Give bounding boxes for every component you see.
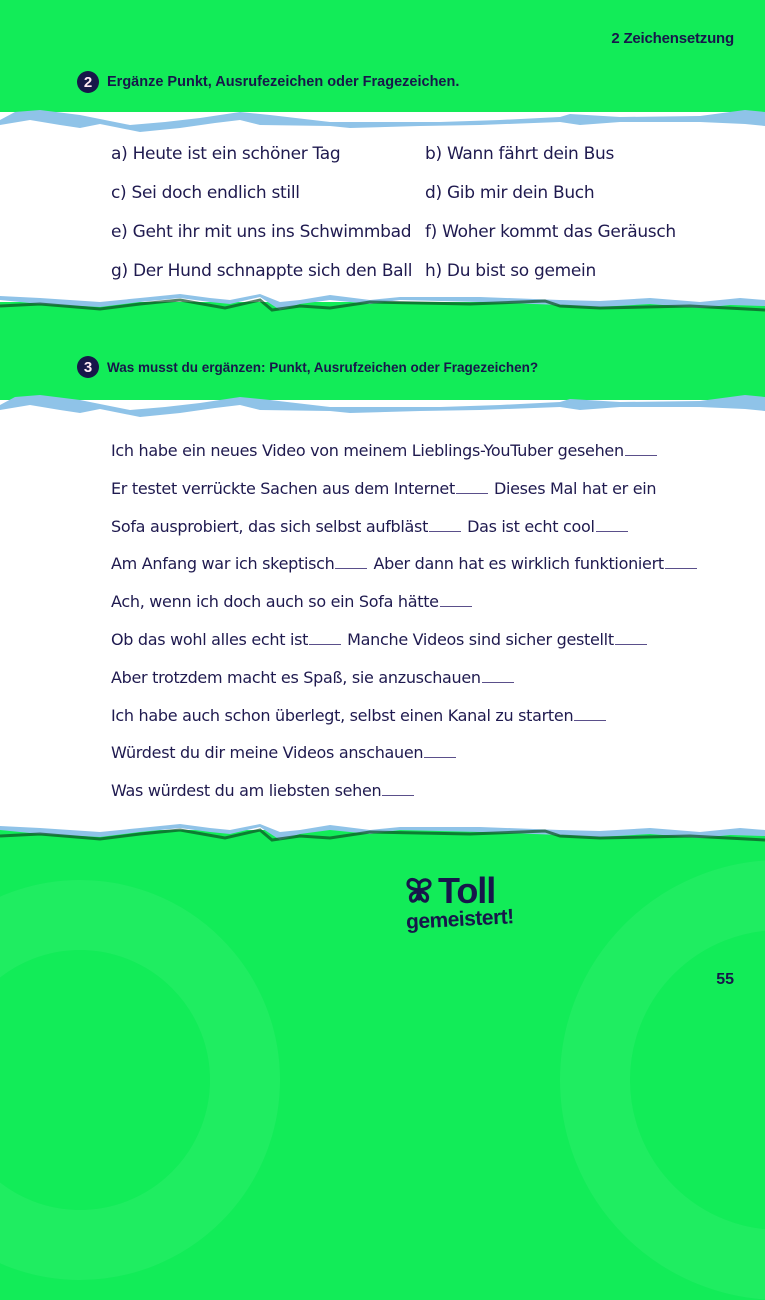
answer-blank[interactable] (456, 492, 488, 494)
text-line: Ob das wohl alles echt ist Manche Videos sind sicher gestellt (111, 625, 703, 663)
answer-blank[interactable] (615, 643, 647, 645)
torn-edge-bottom (0, 292, 765, 332)
page-number: 55 (716, 971, 734, 988)
text-line: Sofa ausprobiert, das sich selbst aufbläst Das ist echt cool (111, 512, 703, 550)
text-line: Ich habe auch schon überlegt, selbst einen Kanal zu starten (111, 701, 703, 739)
torn-edge-bottom (0, 822, 765, 862)
task-2-instruction: Ergänze Punkt, Ausrufezeichen oder Fragezeichen. (107, 74, 460, 90)
exercise-item-a: a) Heute ist ein schöner Tag (111, 144, 341, 164)
chapter-title: 2 Zeichensetzung (611, 30, 734, 47)
torn-edge-top (0, 100, 765, 140)
text-line: Würdest du dir meine Videos anschauen (111, 738, 703, 776)
answer-blank[interactable] (429, 530, 461, 532)
answer-blank[interactable] (482, 681, 514, 683)
background-decoration (560, 860, 765, 1300)
task-2-heading (77, 71, 459, 93)
task-3-heading (77, 356, 538, 378)
task-2-items (111, 140, 725, 296)
answer-blank[interactable] (309, 643, 341, 645)
answer-blank[interactable] (382, 794, 414, 796)
exercise-item-b: b) Wann fährt dein Bus (425, 144, 615, 164)
task-3-instruction: Was musst du ergänzen: Punkt, Ausrufzeichen oder Fragezeichen? (107, 359, 539, 375)
text-line: Aber trotzdem macht es Spaß, sie anzuschauen (111, 663, 703, 701)
text-line: Ach, wenn ich doch auch so ein Sofa hätte (111, 587, 703, 625)
butterfly-icon (404, 876, 434, 906)
exercise-item-d: d) Gib mir dein Buch (425, 183, 595, 203)
task-number-badge: 2 (77, 71, 99, 93)
badge-title: Toll (438, 870, 496, 911)
text-line: Am Anfang war ich skeptisch Aber dann hat es wirklich funktioniert (111, 549, 703, 587)
exercise-item-f: f) Woher kommt das Geräusch (425, 222, 676, 242)
badge-subtitle: gemeistert! (405, 905, 515, 934)
answer-blank[interactable] (596, 530, 628, 532)
task-3-text (111, 436, 703, 814)
answer-blank[interactable] (665, 567, 697, 569)
task-number-badge: 3 (77, 356, 99, 378)
answer-blank[interactable] (424, 756, 456, 758)
text-line: Er testet verrückte Sachen aus dem Internet Dieses Mal hat er ein (111, 478, 657, 498)
exercise-item-e: e) Geht ihr mit uns ins Schwimmbad (111, 222, 412, 242)
exercise-item-h: h) Du bist so gemein (425, 261, 596, 281)
torn-edge-top (0, 385, 765, 425)
background-decoration (0, 880, 280, 1280)
answer-blank[interactable] (574, 719, 606, 721)
toll-gemeistert-badge (404, 870, 515, 934)
exercise-item-g: g) Der Hund schnappte sich den Ball (111, 261, 413, 281)
answer-blank[interactable] (440, 605, 472, 607)
text-line: Ich habe ein neues Video von meinem Lieblings-YouTuber gesehen (111, 436, 703, 474)
exercise-item-c: c) Sei doch endlich still (111, 183, 300, 203)
text-line: Was würdest du am liebsten sehen (111, 776, 703, 814)
answer-blank[interactable] (335, 567, 367, 569)
answer-blank[interactable] (625, 454, 657, 456)
